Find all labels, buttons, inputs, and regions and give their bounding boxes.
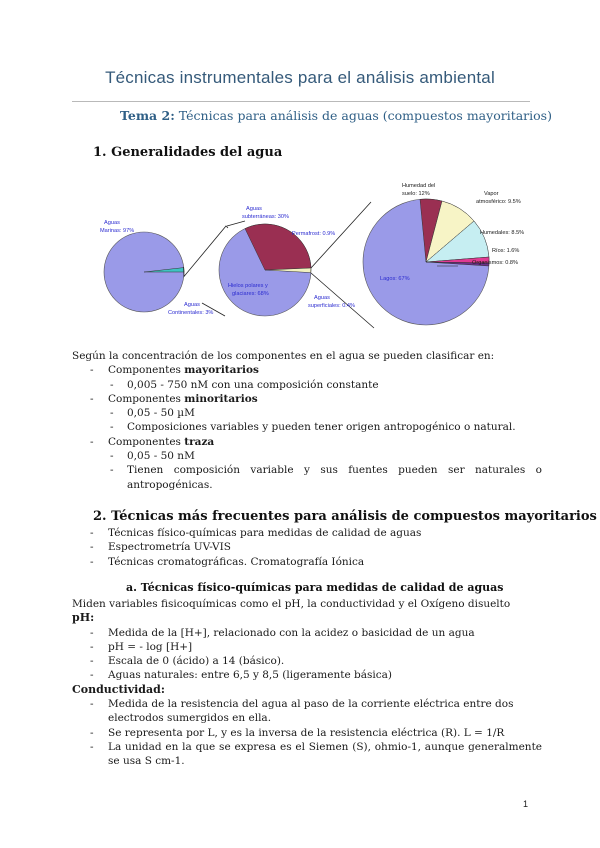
label-org: Organismos: 0.8% <box>472 260 519 266</box>
section1-title: 1. Generalidades del agua <box>93 145 283 160</box>
header-divider <box>72 101 530 102</box>
list-item: - Medida de la [H+], relacionado con la acidez o basicidad de un agua <box>72 626 542 640</box>
section1-body <box>72 349 542 492</box>
list-item: - 0,005 - 750 nM con una composición constante <box>72 378 542 392</box>
label-vap2: atmosférico: 9.5% <box>476 199 521 205</box>
section1-intro: Según la concentración de los componentes en el agua se pueden clasificar en: <box>72 350 495 362</box>
subtitle-text: Técnicas para análisis de aguas (compuestos mayoritarios) <box>174 108 552 123</box>
list-item: - Espectrometría UV-VIS <box>72 540 542 554</box>
label-hielos1: Hielos polares y <box>228 283 268 289</box>
section2-body <box>72 526 542 569</box>
conductividad-label: Conductividad: <box>72 682 165 696</box>
list-item: - Técnicas físico-químicas para medidas de calidad de aguas <box>72 526 542 540</box>
label-sup1: Aguas <box>314 295 330 301</box>
list-item: - Aguas naturales: entre 6,5 y 8,5 (ligeramente básica) <box>72 668 542 682</box>
list-item: - Medida de la resistencia del agua al paso de la corriente eléctrica entre dos electrodos sumergidos en ella. <box>72 697 542 726</box>
label-lagos: Lagos: 67% <box>380 276 410 282</box>
label-humedales: Humedales: 8.5% <box>480 230 525 236</box>
label-sup2: superficiales: 0.4% <box>308 303 355 309</box>
list-item: - La unidad en la que se expresa es el Siemen (S), ohmio-1, aunque generalmente se usa S cm-1. <box>72 740 542 769</box>
list-item: - Se representa por L, y es la inversa de la resistencia eléctrica (R). L = 1/R <box>72 726 542 740</box>
group-mayoritarios: - Componentes mayoritarios - 0,005 - 750 nM con una composición constante <box>72 363 542 392</box>
list-item: - Tienen composición variable y sus fuentes pueden ser naturales o antropogénicas. <box>72 463 542 492</box>
label-hielos2: glaciares: 68% <box>232 291 269 297</box>
section2a-title: a. Técnicas físico-químicas para medidas de calidad de aguas <box>126 581 504 594</box>
list-item: - Escala de 0 (ácido) a 14 (básico). <box>72 654 542 668</box>
label-sub1: Aguas <box>246 206 262 212</box>
section2a-intro: Miden variables fisicoquímicas como el pH, la conductividad y el Oxígeno disuelto <box>72 598 511 610</box>
list-item: - 0,05 - 50 nM <box>72 449 542 463</box>
label-hum2: suelo: 12% <box>402 191 430 197</box>
label-hum1: Humedad del <box>402 183 436 189</box>
label-rios: Ríos: 1.6% <box>492 248 520 254</box>
subtitle <box>120 108 552 123</box>
list-item: - Composiciones variables y pueden tener origen antropogénico o natural. <box>72 420 542 434</box>
group-minoritarios: - Componentes minoritarios - 0,05 - 50 µM - Composiciones variables y pueden tener origen antropogénico o natural. <box>72 392 542 435</box>
label-aguas2: Aguas <box>184 302 200 308</box>
section2-title: 2. Técnicas más frecuentes para análisis de compuestos mayoritarios <box>93 509 597 524</box>
label-vap1: Vapor <box>484 191 499 197</box>
label-continentales: Continentales: 3% <box>168 310 214 316</box>
section2a-body <box>72 597 542 769</box>
label-aguas: Aguas <box>104 220 120 226</box>
ph-label: pH: <box>72 611 95 625</box>
label-perma: Permafrost: 0.9% <box>292 231 336 237</box>
label-marinas: Marinas: 97% <box>100 228 135 234</box>
list-item: - 0,05 - 50 µM <box>72 406 542 420</box>
water-distribution-figure <box>96 176 536 336</box>
component-groups <box>72 363 542 492</box>
group-traza: - Componentes traza - 0,05 - 50 nM - Tienen composición variable y sus fuentes pueden ser naturales o antropogénicas. <box>72 435 542 492</box>
subtitle-prefix: Tema 2: <box>120 108 175 123</box>
header-title: Técnicas instrumentales para el análisis ambiental <box>105 68 495 87</box>
list-item: - pH = - log [H+] <box>72 640 542 654</box>
label-sub2: subterráneas: 30% <box>242 214 289 220</box>
page-number: 1 <box>523 799 529 809</box>
list-item: - Técnicas cromatográficas. Cromatografía Iónica <box>72 555 542 569</box>
